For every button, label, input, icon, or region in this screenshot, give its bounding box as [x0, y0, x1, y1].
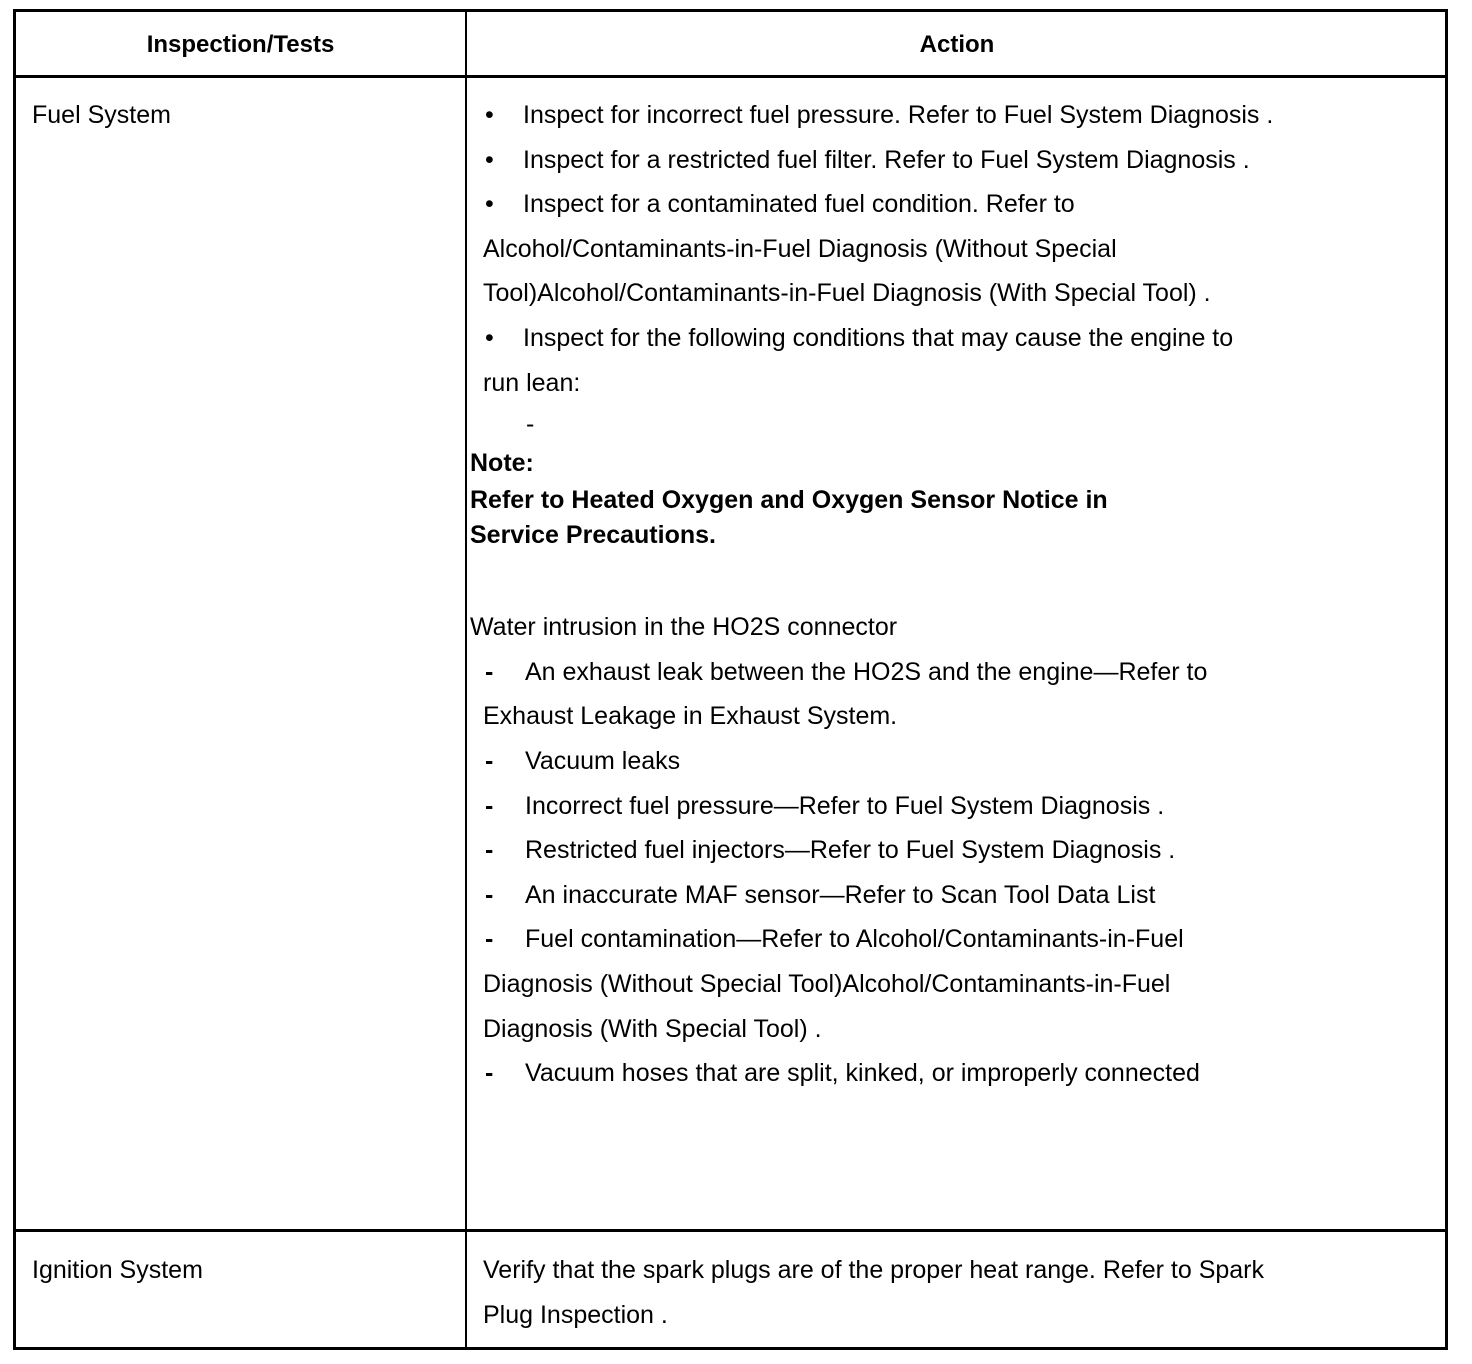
note-title: Note: [470, 449, 534, 478]
dash-item [469, 917, 1429, 962]
bullet-item [469, 93, 1429, 138]
bullet-mark: • [485, 323, 494, 352]
row-fuel-system-test: Fuel System [32, 101, 171, 129]
bullet-text: Inspect for incorrect fuel pressure. Refer to Fuel System Diagnosis . [523, 101, 1274, 129]
header-divider [16, 75, 1445, 78]
action-line: Verify that the spark plugs are of the proper heat range. Refer to Spark [483, 1256, 1265, 1284]
note-body-line: Service Precautions. [470, 521, 716, 550]
dash-text: Vacuum hoses that are split, kinked, or improperly connected [525, 1059, 1200, 1088]
row-ignition-system-test: Ignition System [32, 1256, 203, 1284]
header-inspection-tests: Inspection/Tests [146, 31, 335, 58]
bullet-text: Inspect for a contaminated fuel condition. Refer to [523, 190, 1075, 219]
dash-item [469, 1051, 1429, 1096]
dash-text: Fuel contamination—Refer to Alcohol/Contaminants-in-Fuel [525, 925, 1184, 954]
dash-continuation: Diagnosis (Without Special Tool)Alcohol/Contaminants-in-Fuel [483, 969, 1171, 998]
bullet-continuation: run lean: [483, 368, 581, 397]
bullet-continuation: Tool)Alcohol/Contaminants-in-Fuel Diagnosis (With Special Tool) . [483, 279, 1211, 308]
action-line: Plug Inspection . [483, 1300, 668, 1329]
bullet-item [469, 182, 1429, 227]
dash-item [469, 650, 1429, 695]
dash-continuation: Diagnosis (With Special Tool) . [483, 1014, 822, 1043]
dash-text: Vacuum leaks [525, 746, 681, 775]
note-body-line: Refer to Heated Oxygen and Oxygen Sensor Notice in [470, 486, 1108, 515]
dash-continuation: Exhaust Leakage in Exhaust System. [483, 702, 898, 731]
dash-mark: - [485, 880, 494, 909]
bullet-item [469, 138, 1429, 183]
dash-mark: - [485, 836, 494, 865]
header-action: Action [919, 31, 995, 58]
bullet-mark: • [485, 190, 494, 219]
bullet-text: Inspect for a restricted fuel filter. Refer to Fuel System Diagnosis . [523, 145, 1250, 174]
dash-mark: - [485, 791, 494, 820]
dash-text: Restricted fuel injectors—Refer to Fuel System Diagnosis . [525, 836, 1176, 865]
empty-dash-item: - [526, 410, 535, 439]
row-ignition-system-action [469, 1248, 1429, 1337]
dash-text: Incorrect fuel pressure—Refer to Fuel System Diagnosis . [525, 791, 1165, 820]
bullet-continuation: Alcohol/Contaminants-in-Fuel Diagnosis (Without Special [483, 234, 1117, 263]
dash-mark: - [485, 746, 494, 775]
dash-mark: - [485, 925, 494, 954]
spacer [469, 553, 1429, 605]
dash-mark: - [485, 657, 494, 686]
bullet-mark: • [485, 145, 494, 174]
dash-item [469, 784, 1429, 829]
bullet-mark: • [485, 101, 494, 129]
dash-text: An exhaust leak between the HO2S and the engine—Refer to [525, 657, 1208, 686]
row-divider [16, 1229, 1445, 1232]
dash-item [469, 828, 1429, 873]
dash-item [469, 873, 1429, 918]
bullet-item [469, 316, 1429, 361]
inspection-table [13, 9, 1448, 1350]
dash-item [469, 739, 1429, 784]
dash-text: An inaccurate MAF sensor—Refer to Scan Tool Data List [525, 880, 1156, 909]
dash-mark: - [485, 1059, 494, 1088]
column-divider [465, 12, 467, 1347]
plain-text: Water intrusion in the HO2S connector [470, 613, 898, 642]
bullet-text: Inspect for the following conditions that may cause the engine to [523, 323, 1234, 352]
row-fuel-system-action [469, 93, 1429, 1096]
